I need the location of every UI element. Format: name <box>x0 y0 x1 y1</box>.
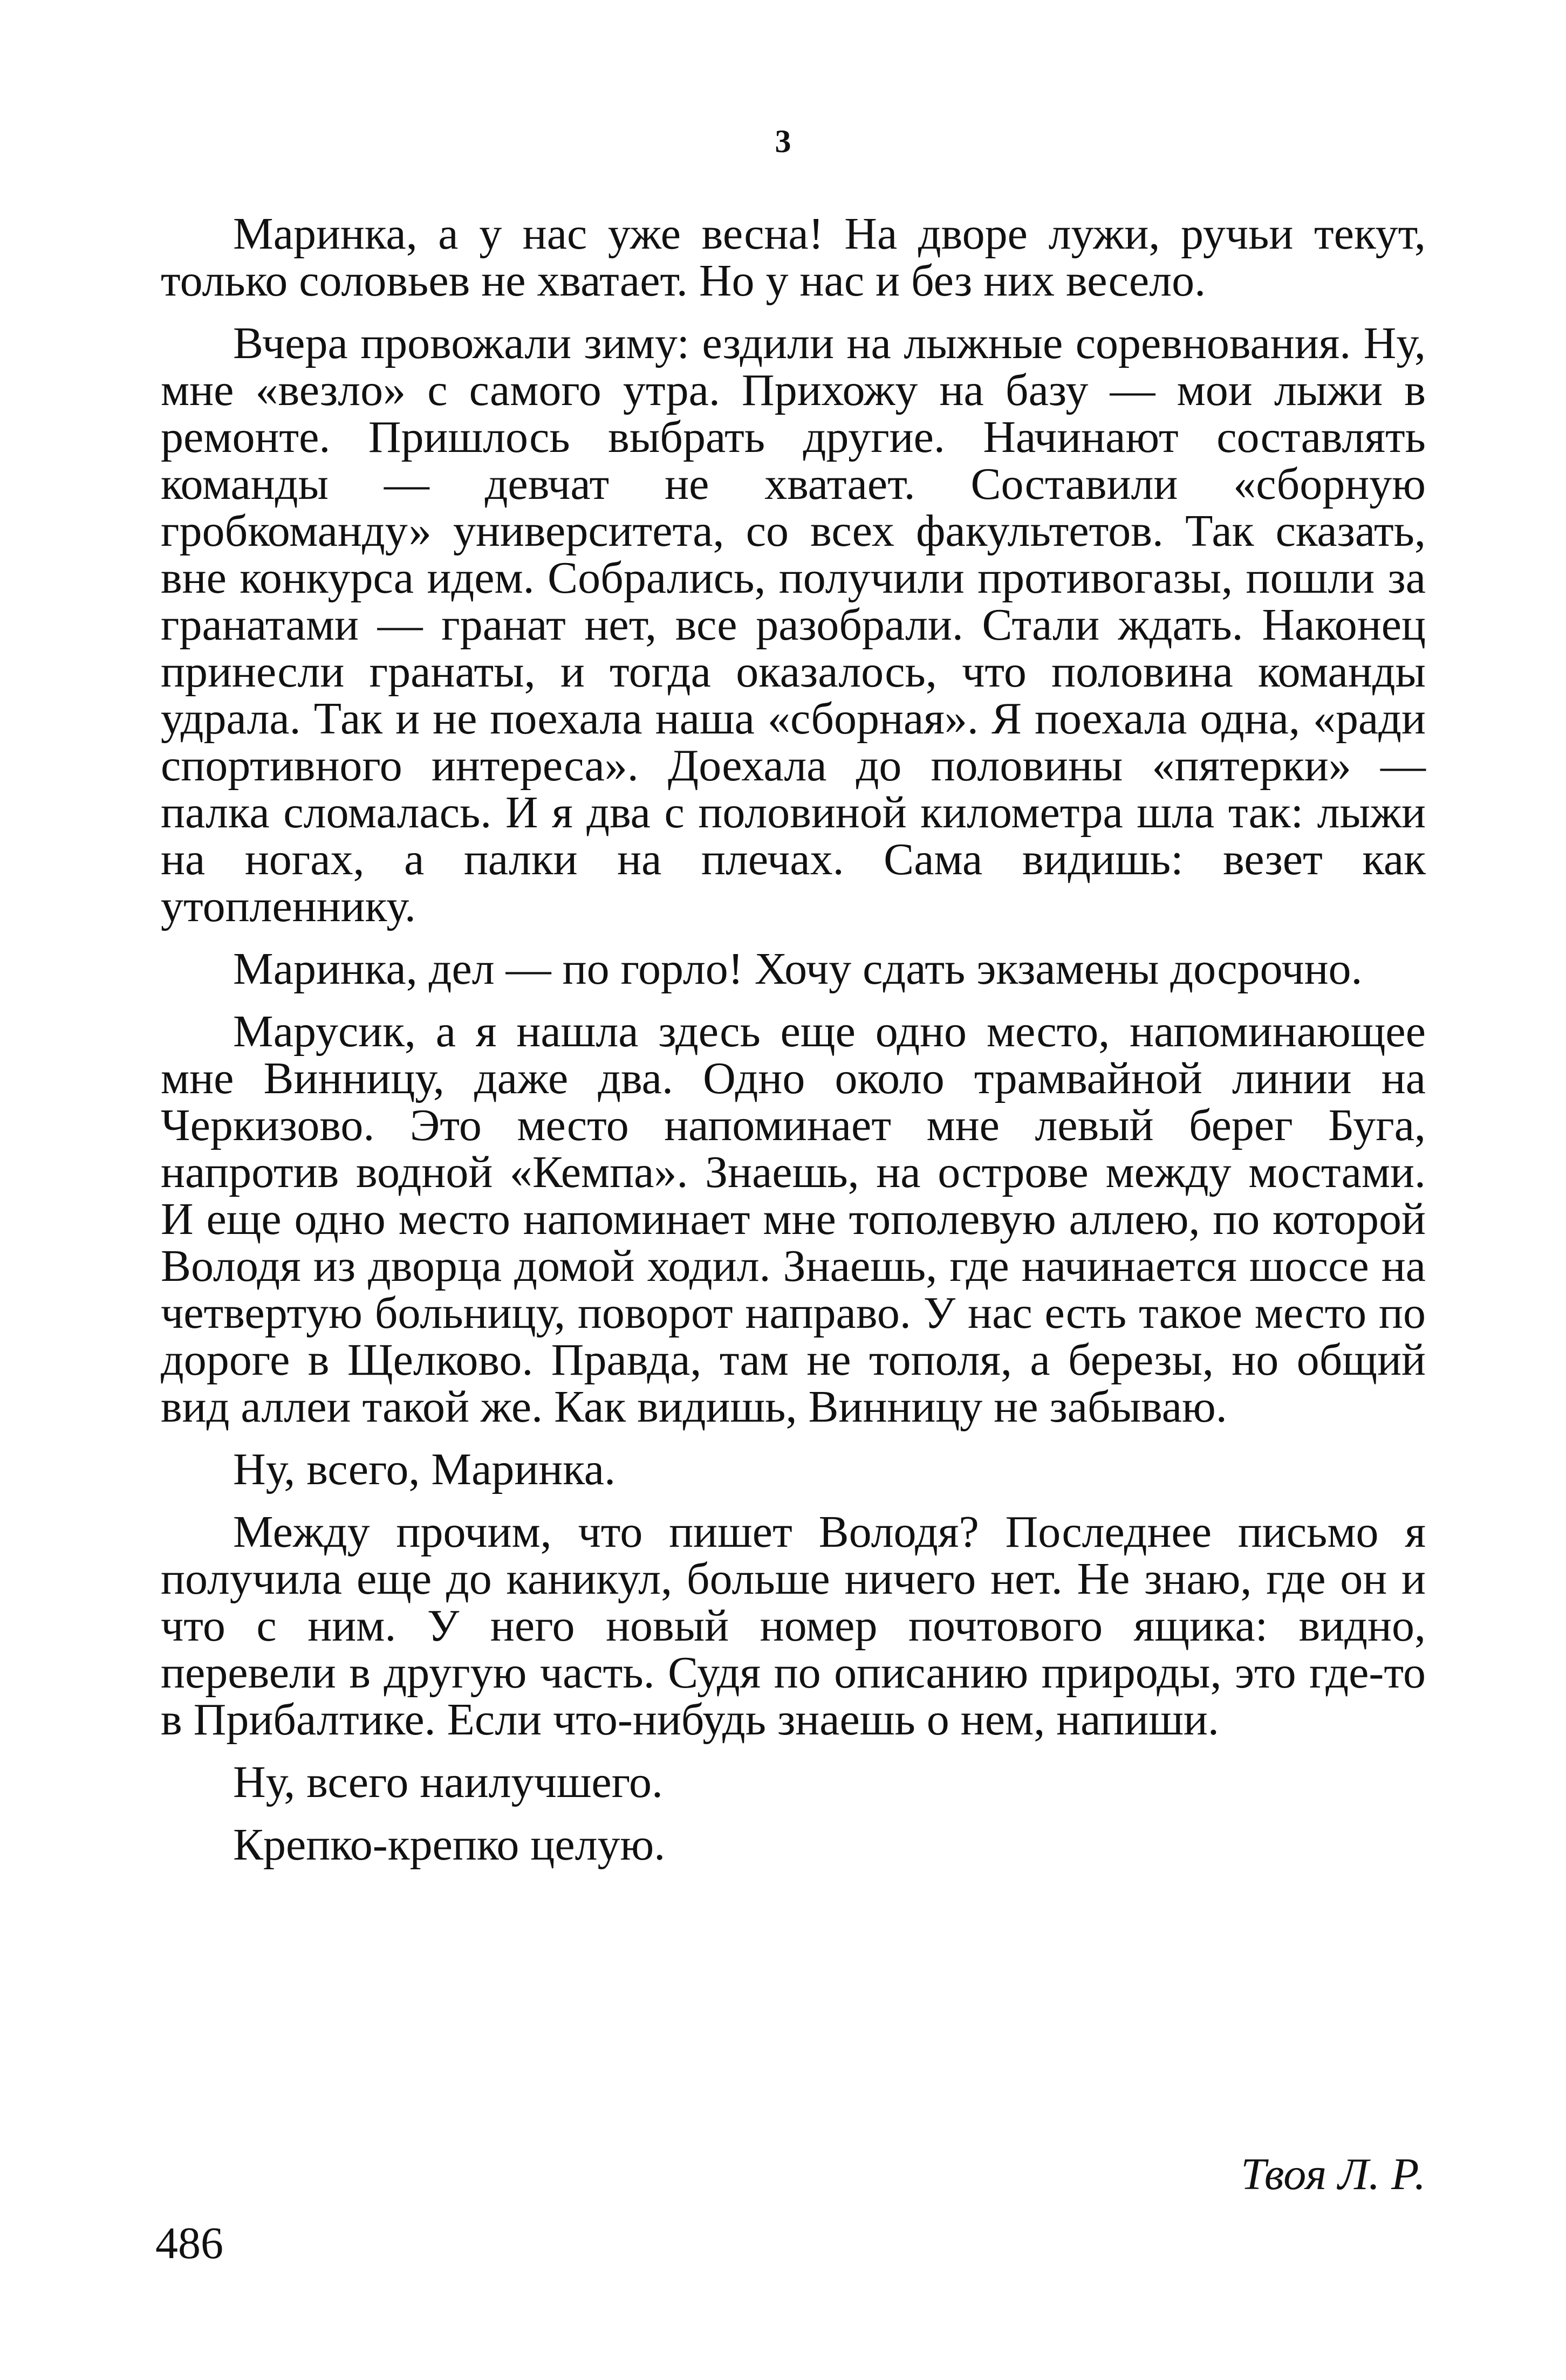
section-number: 3 <box>775 124 791 159</box>
paragraph-6: Между прочим, что пишет Володя? Последнее письмо я получила еще до каникул, больше ничего нет. Не знаю, где он и что с ним. У него новый номер почтового ящика: видно, перевели в другую часть. Судя по описанию природы, это где-то в Прибалтике. Если что-нибудь знаешь о нем, напиши. <box>161 1507 1426 1745</box>
paragraph-8: Крепко-крепко целую. <box>233 1820 666 1870</box>
letter-body <box>161 210 1426 1884</box>
paragraph-2: Вчера провожали зиму: ездили на лыжные соревнования. Ну, мне «везло» с самого утра. Прихожу на базу — мои лыжи в ремонте. Пришлось выбрать другие. Начинают составлять команды — девчат не хватает. Составили «сборную гробкоманду» университета, со всех факультетов. Так сказать, вне конкурса идем. Собрались, получили противогазы, пошли за гранатами — гранат нет, все разобрали. Стали ждать. Наконец принесли гранаты, и тогда оказалось, что половина команды удрала. Так и не поехала наша «сборная». Я поехала одна, «ради спортивного интереса». Доехала до половины «пятерки» — палка сломалась. И я два с половиной километра шла так: лыжи на ногах, а палки на плечах. Сама видишь: везет как утопленнику. <box>161 318 1426 931</box>
paragraph-1: Маринка, а у нас уже весна! На дворе лужи, ручьи текут, только соловьев не хватает. Но у нас и без них весело. <box>161 209 1426 306</box>
paragraph-7: Ну, всего наилучшего. <box>233 1757 664 1807</box>
page-number: 486 <box>155 2218 223 2268</box>
paragraph-3: Маринка, дел — по горло! Хочу сдать экзамены досрочно. <box>233 944 1363 994</box>
paragraph-5: Ну, всего, Маринка. <box>233 1444 616 1494</box>
paragraph-4: Марусик, а я нашла здесь еще одно место, напоминающее мне Винницу, даже два. Одно около трамвайной линии на Черкизово. Это место напоминает мне левый берег Буга, напротив водной «Кемпа». Знаешь, на острове между мостами. И еще одно место напоминает мне тополевую аллею, по которой Володя из дворца домой ходил. Знаешь, где начинается шоссе на четвертую больницу, поворот направо. У нас есть такое место по дороге в Щелково. Правда, там не тополя, а березы, но общий вид аллеи такой же. Как видишь, Винницу не забываю. <box>161 1006 1426 1432</box>
signature: Твоя Л. Р. <box>1241 2149 1426 2199</box>
